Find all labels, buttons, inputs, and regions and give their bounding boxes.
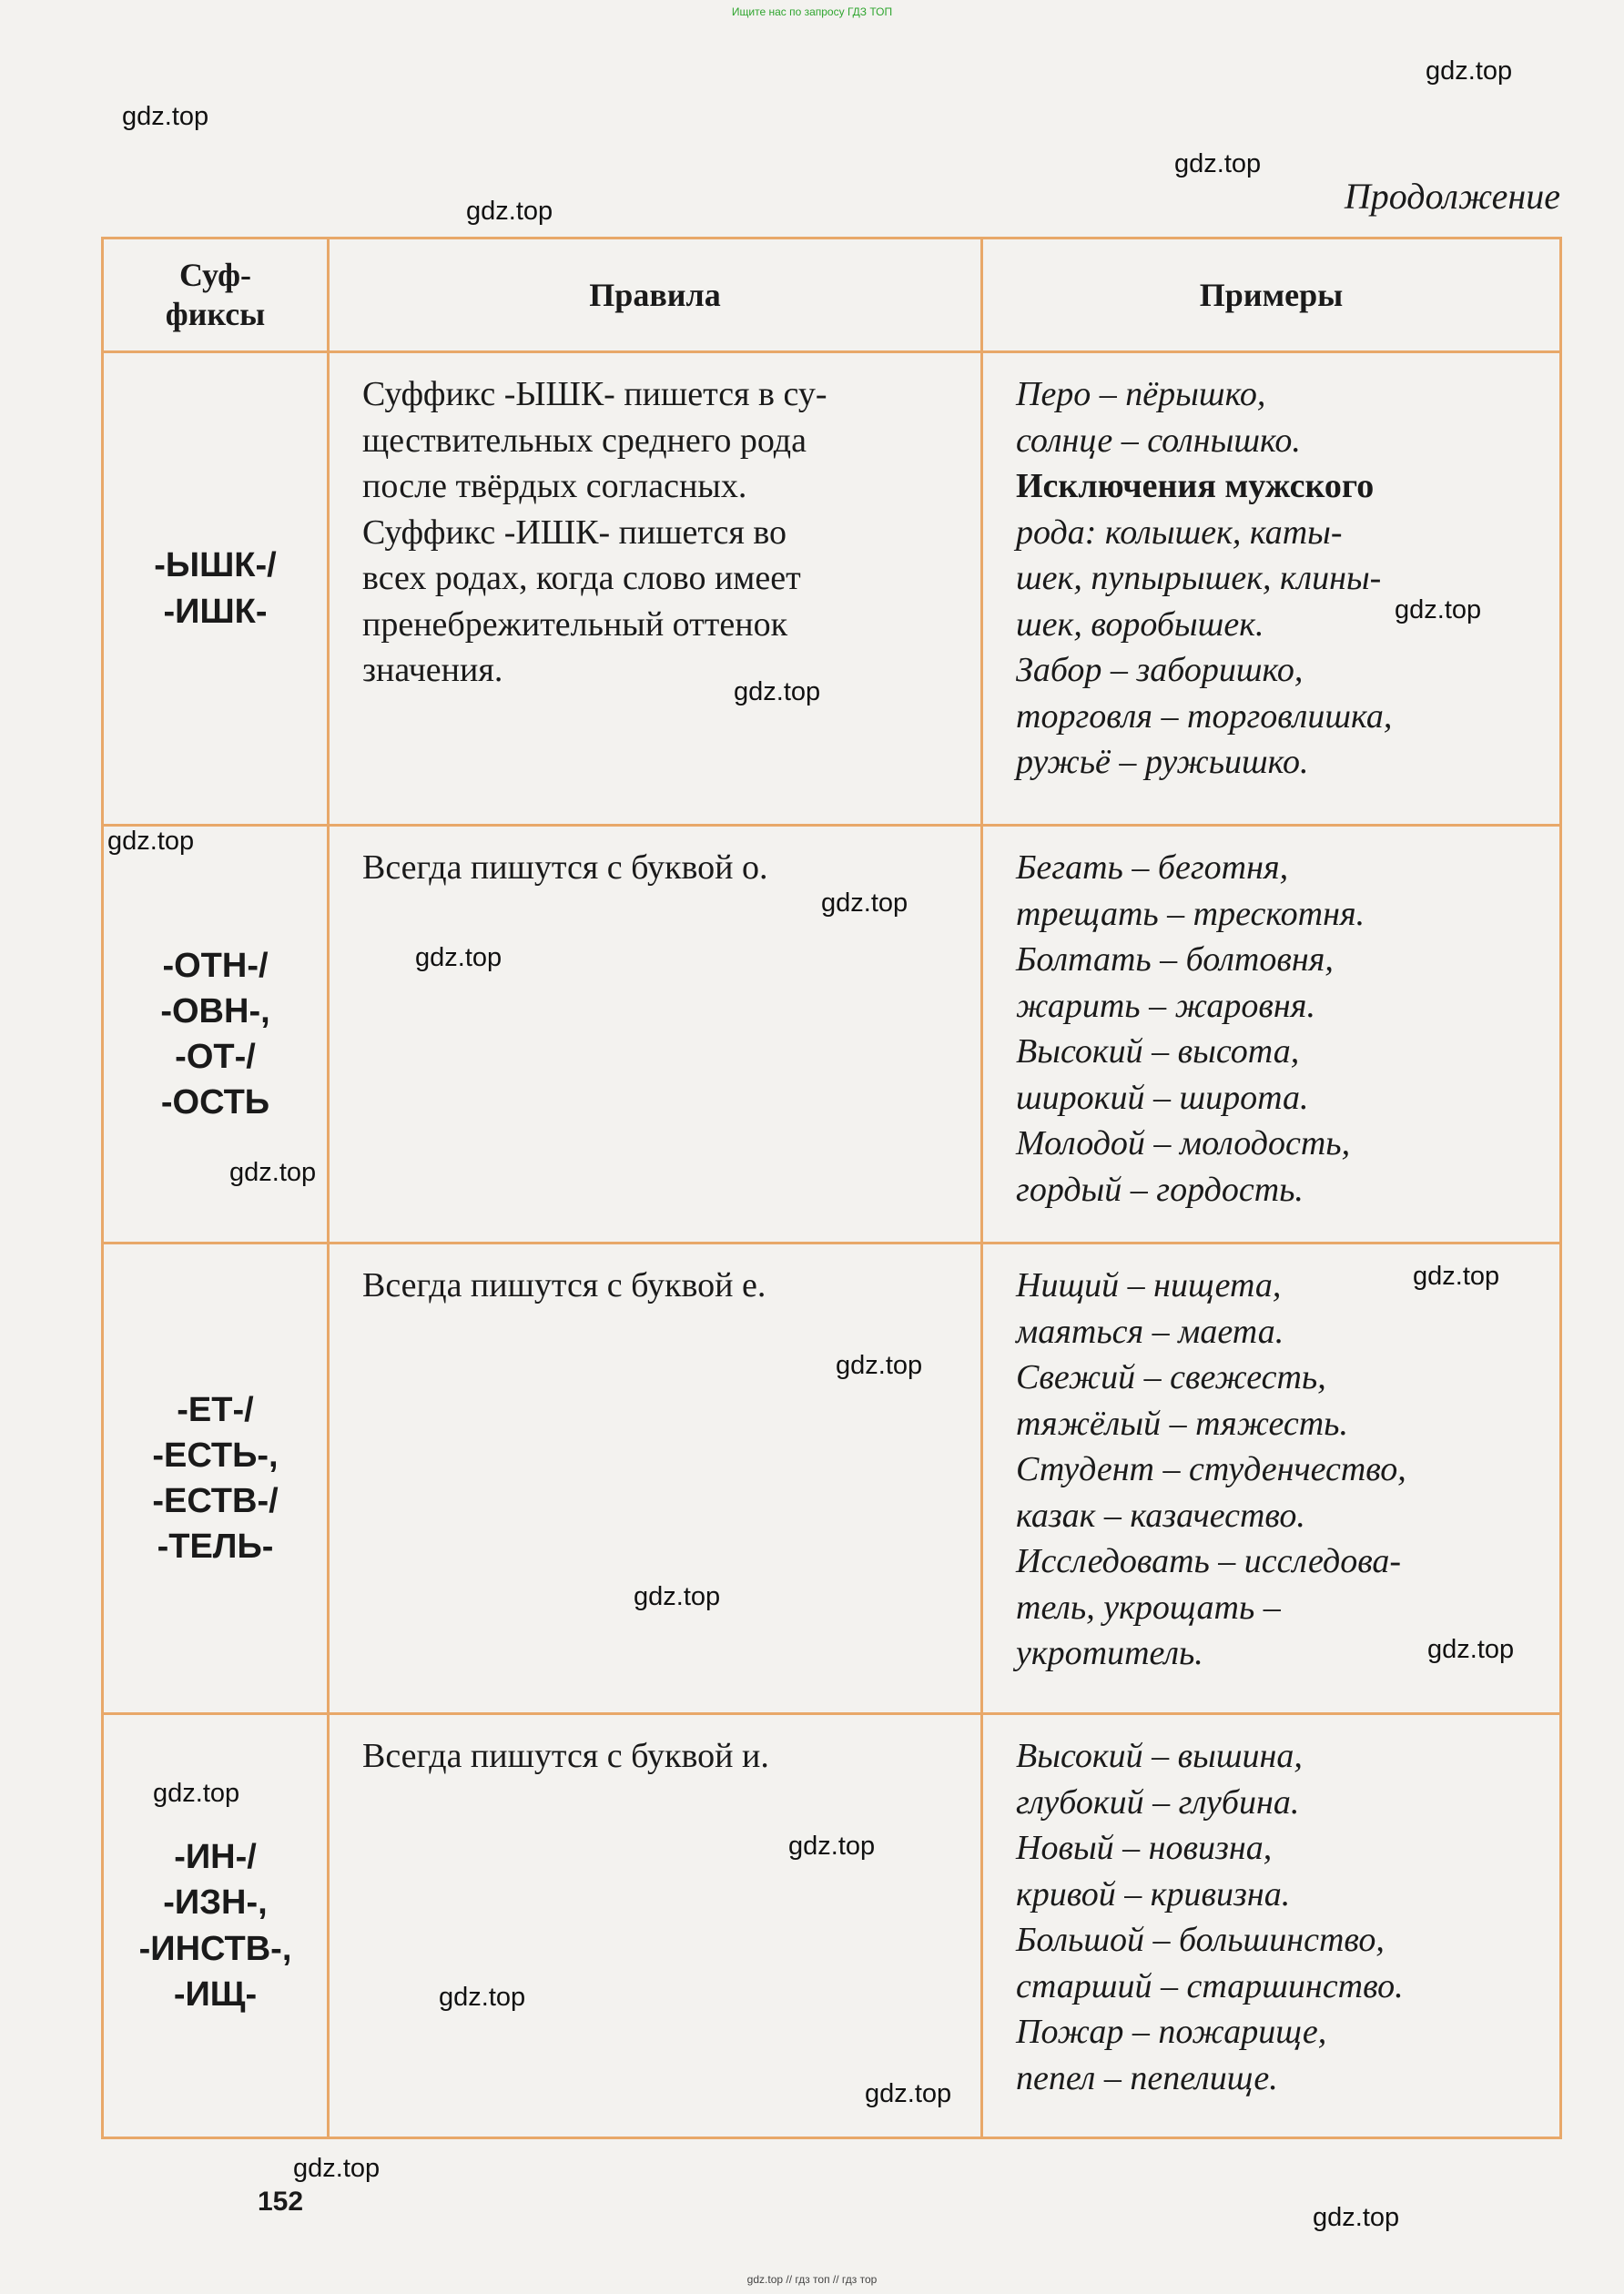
- watermark: gdz.top: [1426, 56, 1513, 86]
- example-line: кривой – кривизна.: [1016, 1874, 1291, 1913]
- header-rule: Правила: [329, 239, 982, 352]
- rule-cell: [329, 1714, 982, 2138]
- example-line: глубокий – глубина.: [1016, 1782, 1300, 1822]
- example-line: укротитель.: [1016, 1634, 1203, 1673]
- suffix-line: -ОВН-,: [160, 991, 270, 1030]
- header-row: [103, 239, 1561, 352]
- example-line: шек, воробышек.: [1016, 604, 1264, 644]
- suffix-line: -ОТ-/: [175, 1038, 256, 1076]
- header-examples: Примеры: [982, 239, 1561, 352]
- watermark: gdz.top: [821, 888, 908, 918]
- watermark: gdz.top: [466, 197, 553, 226]
- table-row: [103, 352, 1561, 826]
- watermark: gdz.top: [634, 1582, 721, 1611]
- example-line: Исключения мужского: [1016, 467, 1375, 506]
- rule-line: пренебрежительный оттенок: [362, 604, 788, 644]
- watermark: gdz.top: [1313, 2203, 1400, 2232]
- example-line: Высокий – вышина,: [1016, 1737, 1303, 1775]
- page-number: 152: [258, 2187, 304, 2217]
- suffix-cell: [103, 1243, 329, 1714]
- examples-cell: [982, 1714, 1561, 2138]
- example-line: тель, укрощать –: [1016, 1588, 1281, 1627]
- example-line: солнце – солнышко.: [1016, 421, 1301, 460]
- example-line: Молодой – молодость,: [1016, 1124, 1351, 1163]
- watermark: gdz.top: [1427, 1635, 1515, 1664]
- example-line: широкий – широта.: [1016, 1078, 1309, 1117]
- suffix-line: -ЫШК-/: [154, 546, 277, 585]
- example-line: Высокий – высота,: [1016, 1032, 1300, 1071]
- rule-line: Суффикс -ИШК- пишется во: [362, 513, 787, 552]
- suffix-line: -ИН-/: [174, 1838, 257, 1877]
- watermark: gdz.top: [865, 2079, 952, 2108]
- example-line: ружьё – ружьишко.: [1016, 743, 1309, 782]
- rule-cell: [329, 352, 982, 826]
- suffix-line: -ОСТЬ: [160, 1083, 270, 1122]
- example-line: маяться – маета.: [1016, 1312, 1284, 1351]
- rule-line: Всегда пишутся с буквой о.: [362, 848, 768, 887]
- suffix-cell: [103, 1714, 329, 2138]
- example-line: Бегать – беготня,: [1016, 848, 1289, 887]
- example-line: Исследовать – исследова-: [1016, 1542, 1402, 1581]
- example-line: Пожар – пожарище,: [1016, 2013, 1327, 2052]
- suffix-line: -ЕСТЬ-,: [152, 1436, 279, 1475]
- example-line: торговля – торговлишка,: [1016, 696, 1393, 736]
- example-line: Забор – заборишко,: [1016, 651, 1304, 690]
- example-line: Перо – пёрышко,: [1016, 375, 1266, 413]
- example-line: Свежий – свежесть,: [1016, 1358, 1326, 1397]
- watermark: gdz.top: [734, 677, 821, 706]
- rule-line: ществительных среднего рода: [362, 421, 807, 460]
- example-line: старший – старшинство.: [1016, 1966, 1404, 2005]
- example-line: жарить – жаровня.: [1016, 986, 1315, 1025]
- suffix-line: -ИНСТВ-,: [138, 1929, 292, 1968]
- example-line: Новый – новизна,: [1016, 1829, 1273, 1868]
- watermark: gdz.top: [153, 1779, 240, 1808]
- example-line: Большой – большинство,: [1016, 1921, 1385, 1960]
- table-row: [103, 1243, 1561, 1714]
- suffix-cell: [103, 352, 329, 826]
- watermark: gdz.top: [439, 1983, 526, 2012]
- watermark: gdz.top: [122, 102, 209, 131]
- example-line: трещать – трескотня.: [1016, 894, 1365, 933]
- watermark: gdz.top: [1395, 595, 1482, 624]
- rule-line: всех родах, когда слово имеет: [362, 559, 801, 598]
- rule-line: значения.: [362, 651, 503, 690]
- example-line: Нищий – нищета,: [1016, 1266, 1282, 1304]
- continuation-label: Продолжение: [1344, 176, 1560, 217]
- example-line: казак – казачество.: [1016, 1496, 1305, 1535]
- rule-line: Всегда пишутся с буквой е.: [362, 1266, 766, 1304]
- top-banner[interactable]: Ищите нас по запросу ГДЗ ТОП: [731, 5, 893, 18]
- example-line: рода: колышек, каты-: [1016, 513, 1343, 552]
- examples-cell: [982, 826, 1561, 1243]
- example-line: тяжёлый – тяжесть.: [1016, 1404, 1348, 1443]
- watermark: gdz.top: [107, 827, 195, 856]
- suffix-line: -ЕСТВ-/: [152, 1482, 279, 1520]
- watermark: gdz.top: [293, 2154, 381, 2183]
- example-line: гордый – гордость.: [1016, 1170, 1304, 1209]
- suffix-line: -ИЗН-,: [163, 1883, 268, 1923]
- header-suffix: Суф- фиксы: [103, 239, 329, 352]
- suffix-line: -ИЩ-: [173, 1974, 258, 2014]
- bottom-banner[interactable]: gdz.top // гдз топ // гдз тор: [746, 2273, 878, 2286]
- examples-cell: [982, 352, 1561, 826]
- rule-line: после твёрдых согласных.: [362, 467, 747, 506]
- watermark: gdz.top: [1174, 149, 1262, 178]
- table-row: [103, 1714, 1561, 2138]
- example-line: Студент – студенчество,: [1016, 1450, 1406, 1489]
- watermark: gdz.top: [836, 1351, 923, 1380]
- suffix-line: -ОТН-/: [162, 946, 269, 985]
- rule-cell: [329, 1243, 982, 1714]
- suffix-line: -ТЕЛЬ-: [157, 1528, 274, 1567]
- watermark: gdz.top: [415, 943, 502, 972]
- suffix-line: -ЕТ-/: [177, 1390, 254, 1429]
- suffix-line: -ИШК-: [163, 592, 268, 631]
- watermark: gdz.top: [229, 1158, 317, 1187]
- rule-line: Суффикс -ЫШК- пишется в су-: [362, 375, 827, 413]
- example-line: пепел – пепелище.: [1016, 2058, 1278, 2097]
- example-line: Болтать – болтовня,: [1016, 940, 1334, 980]
- example-line: шек, пупырышек, клины-: [1016, 559, 1382, 598]
- watermark: gdz.top: [1413, 1262, 1500, 1291]
- rule-line: Всегда пишутся с буквой и.: [362, 1737, 769, 1775]
- watermark: gdz.top: [788, 1832, 876, 1861]
